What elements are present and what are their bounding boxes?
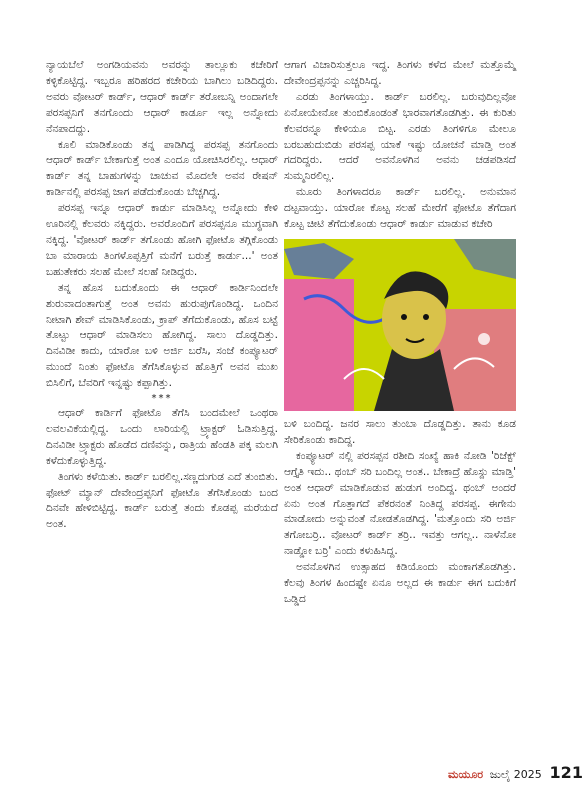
story-illustration [284,239,516,411]
paragraph: ಎರಡು ತಿಂಗಳಾಯ್ತು. ಕಾರ್ಡ್ ಬರಲಿಲ್ಲ. ಬರುವುದಿಲ್ಲವೋ ಏನೋಯೇನೋ ತುಂಬಿಕೊಂಡಂತೆ ಭಾರವಾಗತೊಡಗಿತ್ತು. ಈ ಕುರಿತು ಕೆಲವರನ್ನೂ ಕೇಳಿಯೂ ಬಿಟ್ಟ. ಎರಡು ತಿಂಗಳಿಗೂ ಮೇಲೂ ಬರಬಹುದುಬಿಡು ಪರಸಪ್ಪ ಯಾಕೆ ಇಷ್ಟು ಯೋಚನೆ ಮಾಡ್ತಿ ಅಂತ ಗದರಿದ್ದರು. ಆದರೆ ಅವನೊಳಗಿನ ಅವನು ಚಡಪಡಿಸದೆ ಸುಮ್ಮನಿರಲಿಲ್ಲ. [284,90,516,183]
right-column [284,58,516,608]
issue-date: ಜುಲೈ 2025 [489,768,542,781]
paragraph: ಕೂಲಿ ಮಾಡಿಕೊಂಡು ತನ್ನ ಪಾಡಿಗಿದ್ದ ಪರಸಪ್ಪ ತನಗೊಂದು ಆಧಾರ್ ಕಾರ್ಡ್ ಬೇಕಾಗುತ್ತೆ ಅಂತ ಎಂದೂ ಯೋಚಿಸಿರಲಿಲ್ಲ. ಆಧಾರ್ ಕಾರ್ಡ್ ತನ್ನ ಬಾಹುಗಳನ್ನು ಚಾಚುವ ಮೊದಲೇ ಅವನ ರೇಷನ್ ಕಾರ್ಡಿನಲ್ಲಿ ಪರಸಪ್ಪ ಜಾಗ ಪಡೆದುಕೊಂಡು ಬೆಚ್ಚಗಿದ್ದ. [46,138,278,199]
magazine-logo: ಮಯೂರ [448,768,484,781]
paragraph: ತಿಂಗಳು ಕಳೆಯಿತು. ಕಾರ್ಡ್ ಬರಲಿಲ್ಲ.ಸಣ್ಣದುಗುಡ ಎದೆ ತುಂಬಿತು. ಫೋಟ್ ಮ್ಯಾನ್ ದೇವೇಂದ್ರಪ್ಪನಿಗೆ ಫೋಟೊ ತೆಗೆಸಿಕೊಂಡು ಬಂದ ದಿನವೇ ಹೇಳಿಬಿಟ್ಟಿದ್ದ. ಕಾರ್ಡ್ ಬರುತ್ತೆ ತಂದು ಕೊಡಪ್ಪ ಮರೆಯದೆ ಅಂತ. [46,470,278,531]
paragraph: ಅವನೊಳಗಿನ ಉತ್ಸಾಹದ ಕಿಡಿಯೊಂದು ಮಂಕಾಗತೊಡಗಿತ್ತು. ಕೆಲವು ತಿಂಗಳ ಹಿಂದಷ್ಟೇ ಏನೂ ಅಲ್ಲದ ಈ ಕಾರ್ಡು ಈಗ ಬದುಕಿಗೆ ಒಡ್ಡಿದ [284,561,516,605]
paragraph: ಆಗಾಗ ವಿಚಾರಿಸುತ್ತಲೂ ಇದ್ದ. ತಿಂಗಳು ಕಳೆದ ಮೇಲೆ ಮತ್ತೊಮ್ಮೆ ದೇವೇಂದ್ರಪ್ಪನನ್ನು ಎಚ್ಚರಿಸಿದ್ದ. [284,59,516,87]
illustration-art [284,239,516,411]
section-divider: *** [151,393,173,405]
left-column [46,58,278,533]
paragraph: ಕಂಪ್ಯೂಟರ್ ನಲ್ಲಿ ಪರಸಪ್ಪನ ರಶೀದಿ ಸಂಖ್ಯೆ ಹಾಕಿ ನೋಡಿ 'ರಿಜೆಕ್ಟ್ ಆಗ್ತೈತಿ ಇದು.. ಥಂಬ್ ಸರಿ ಬಂದಿಲ್ಲ ಅಂತ.. ಬೇಕಾದ್ರೆ ಹೊಸ್ದು ಮಾಡ್ತಿ' ಅಂತ ಆಧಾರ್ ಮಾಡಿಕೊಡುವ ಹುಡುಗ ಅಂದಿದ್ದ. ಥಂಬ್ ಅಂದರೆ ಏನು ಅಂತ ಗೊತ್ತಾಗದೆ ಪೆಕರನಂತೆ ನಿಂತಿದ್ದ ಪರಸಪ್ಪ. ಈಗೇನು ಮಾಡೋದು ಅನ್ನುವಂತೆ ನೋಡತೊಡಗಿದ್ದ. 'ಮತ್ತೊಂದು ಸರಿ ಅರ್ಜಿ ತಗೋಬರ್ರಿ.. ವೋಟರ್ ಕಾರ್ಡ್ ತರ್ರಿ.. ಇವತ್ತು ಆಗಲ್ಲ.. ನಾಳೆನೋ ನಾಡ್ಡೋ ಬರ್ರಿ' ಎಂದು ಕಳುಹಿಸಿದ್ದ. [284,449,516,558]
paragraph: ಪರಸಪ್ಪ ಇನ್ನೂ ಆಧಾರ್ ಕಾರ್ಡು ಮಾಡಿಸಿಲ್ಲ ಅನ್ನೋದು ಕೇಳಿ ಊರಿನಲ್ಲಿ ಕೆಲವರು ನಕ್ಕಿದ್ದರು. ಅವರೊಂದಿಗೆ ಪರಸಪ್ಪನೂ ಮುಗ್ಧವಾಗಿ ನಕ್ಕಿದ್ದ. 'ವೋಟರ್ ಕಾರ್ಡ್ ತಗೊಂಡು ಹೋಗಿ ಫೋಟೊ ತಗ್ಗಿಕೊಂಡು ಬಾ ಮಾರಾಯ ತಿಂಗಳೊಪ್ಪತ್ತಿಗೆ ಮನೆಗೆ ಬರುತ್ತೆ ಕಾರ್ಡು...' ಅಂತ ಬಹುತೇಕರು ಸಲಹೆ ಮೇಲೆ ಸಲಹೆ ನೀಡಿದ್ದರು. [46,202,278,278]
paragraph: ಆಧಾರ್ ಕಾರ್ಡಿಗೆ ಫೋಟೊ ತೆಗೆಸಿ ಬಂದಮೇಲೆ ಒಂಥರಾ ಲವಲವಿಕೆಯಲ್ಲಿದ್ದ. ಒಂದು ಲಾರಿಯಲ್ಲಿ ಟ್ರ್ಯಾಕ್ಟರ್ ಓಡಿಸುತ್ತಿದ್ದ. ದಿನವಿಡೀ ಟ್ರ್ಯಾಕ್ಟರು ಹೊಡೆದ ದಣಿವನ್ನು, ರಾತ್ರಿಯ ಹೆಂಡತಿ ಪಕ್ಕ ಮಲಗಿ ಕಳೆದುಕೊಳ್ಳುತ್ತಿದ್ದ. [46,407,278,467]
paragraph: ಬಳಿ ಬಂದಿದ್ದ. ಜನರ ಸಾಲು ತುಂಬಾ ದೊಡ್ಡದಿತ್ತು. ತಾನು ಕೂಡ ಸೇರಿಕೊಂಡು ಕಾದಿದ್ದ. [284,417,516,446]
paragraph: ತನ್ನ ಹೊಸ ಬದುಕೊಂದು ಈ ಆಧಾರ್ ಕಾರ್ಡಿನಿಂದಲೇ ಶುರುವಾದಂತಾಗುತ್ತೆ ಅಂತ ಅವನು ಹುರುಪುಗೊಂಡಿದ್ದ. ಒಂದಿನ ನೀಟಾಗಿ ಶೇವ್ ಮಾಡಿಸಿಕೊಂಡು, ಕ್ರಾಪ್ ತೆಗೆದುಕೊಂಡು, ಹೊಸ ಬಟ್ಟೆ ತೊಟ್ಟು ಆಧಾರ್ ಮಾಡಿಸಲು ಹೋಗಿದ್ದ. ಸಾಲು ದೊಡ್ಡದಿತ್ತು. ದಿನವಿಡೀ ಕಾದು, ಯಾರೋ ಬಳಿ ಅರ್ಜಿ ಬರೆಸಿ, ಸಂಜೆ ಕಂಪ್ಯೂಟರ್ ಮುಂದೆ ನಿಂತು ಫೋಟೊ ತೆಗೆಸಿಕೊಳ್ಳುವ ಹೊತ್ತಿಗೆ ಅವನ ಮುಖ ಬಿಸಿಲಿಗೆ, ಬೆವರಿಗೆ ಇನ್ನಷ್ಟು ಕಪ್ಪಾಗಿತ್ತು. [46,281,278,390]
page-footer [448,763,583,782]
paragraph: ನ್ಯಾಯಬೆಲೆ ಅಂಗಡಿಯವನು ಅವರನ್ನು ತಾಲ್ಲೂಕು ಕಚೇರಿಗೆ ಕಳ್ಳಿಕೊಟ್ಟಿದ್ದ. ಇಬ್ಬರೂ ಹರಿಹರದ ಕಚೇರಿಯ ಬಾಗಿಲು ಬಡಿದಿದ್ದರು. ಅವರು ವೋಟರ್ ಕಾರ್ಡ್, ಆಧಾರ್ ಕಾರ್ಡ್ ತರೋಬನ್ನಿ ಅಂದಾಗಲೇ ಪರಸಪ್ಪನಿಗೆ ತನಗೊಂದು ಆಧಾರ್ ಕಾರ್ಡೂ ಇಲ್ಲ ಅನ್ನೋದು ನೆನಪಾದದ್ದು. [46,59,278,135]
page-number: 121 [549,763,583,782]
paragraph: ಮೂರು ತಿಂಗಳಾದರೂ ಕಾರ್ಡ್ ಬರಲಿಲ್ಲ. ಅನುಮಾನ ದಟ್ಟವಾಯ್ತು. ಯಾರೋ ಕೊಟ್ಟ ಸಲಹೆ ಮೇರೆಗೆ ಫೋಟೊ ತೆಗೆದಾಗ ಕೊಟ್ಟ ಚೀಟಿ ತೆಗೆದುಕೊಂಡು ಆಧಾರ್ ಕಾರ್ಡು ಮಾಡುವ ಕಚೇರಿ [284,186,516,231]
